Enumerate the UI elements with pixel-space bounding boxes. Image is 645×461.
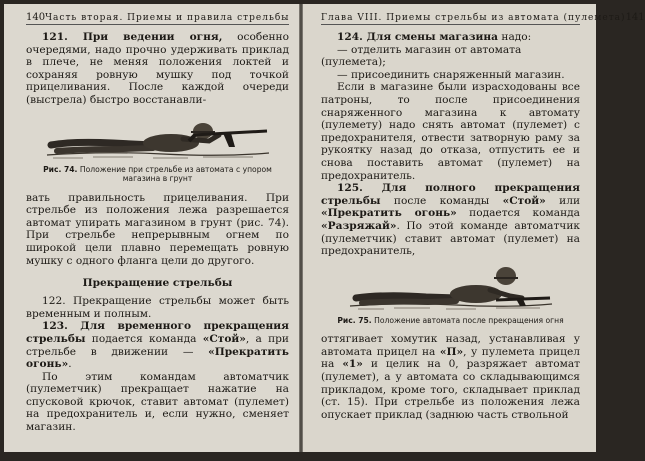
paragraph-121-lead: 121. При ведении огня,: [42, 31, 223, 43]
paragraph-125-text-3: подается команда: [456, 207, 580, 220]
figure-75-caption: [329, 316, 572, 326]
paragraph-124: [321, 31, 580, 44]
figure-75: [321, 262, 580, 326]
sight-setting-p: «П»: [439, 345, 464, 358]
paragraph-123: [26, 320, 289, 370]
paragraph-121: [26, 31, 289, 107]
command-stop: «Стой»: [202, 332, 246, 345]
left-running-head: Часть вторая. Приемы и правила стрельбы: [45, 13, 290, 23]
paragraph-123-text-1: подается команда: [85, 332, 203, 345]
figure-74-number: Рис. 74.: [43, 164, 78, 174]
list-item-detach: — отделить магазин от автомата (пулемета);: [321, 43, 522, 69]
figure-74-caption: [34, 165, 281, 184]
paragraph-121-continued: вать правильность прицеливания. При стрельбе из положения лежа разрешается автомат упирать магазином в грунт (рис. 74). При стрельбе непрерывным огнем по широкой цели плавно перемещать ровную мушку с одного фланга цели до другого.: [26, 191, 289, 267]
paragraph-125-cont-3: и целик на 0, разряжает автомат (пулемет), а у автомата со складывающимся прикладом, кроме того, складывает приклад (ст. 15). При стрельбе из положения лежа опускает приклад (заднюю часть ствольной: [321, 358, 580, 421]
command-unload: «Разряжай»: [321, 219, 397, 232]
figure-74: [26, 111, 289, 184]
command-cease-fire-2: «Прекратить огонь»: [321, 207, 457, 220]
paragraph-124-text: надо:: [498, 31, 532, 43]
paragraph-125-text-2: или: [545, 194, 581, 207]
right-page-number: 141: [625, 12, 645, 23]
paragraph-125-lead: 125. Для полного прекращения стрельбы: [321, 182, 580, 207]
paragraph-121-text: особенно очередями, надо прочно удерживать приклад в плече, не меняя положения локтей и сохраняя ровную мушку под точкой прицеливания. После каждой очереди (выстрела) быстро восстанавли-: [26, 31, 289, 106]
left-page: [4, 4, 299, 452]
paragraph-123-continued: По этим командам автоматчик (пулеметчик) прекращает нажатие на спусковой крючок, ставит автомат (пулемет) на предохранитель и, если нужно, сменяет магазин.: [26, 370, 289, 434]
command-stop-2: «Стой»: [502, 194, 546, 207]
figure-74-illustration: [43, 111, 273, 163]
sight-setting-1: «1»: [342, 358, 363, 371]
figure-74-caption-text: Положение при стрельбе из автомата с упором магазина в грунт: [77, 164, 272, 184]
command-cease-fire: «Прекратить огонь»: [26, 345, 289, 371]
paragraph-125-cont-1: оттягивает хомутик назад, устанавливая у автомата прицел на: [321, 333, 580, 358]
paragraph-123-text-3: .: [68, 358, 72, 371]
paragraph-125: [321, 182, 580, 258]
right-running-header: [321, 12, 645, 25]
paragraph-124-lead: 124. Для смены магазина: [337, 31, 499, 43]
paragraph-123-lead: 123. Для временного прекращения стрельбы: [26, 320, 289, 345]
list-item-attach: — присоединить снаряженный магазин.: [337, 68, 565, 81]
left-page-number: 140: [26, 12, 46, 23]
left-running-header: [26, 12, 289, 25]
paragraph-122: 122. Прекращение стрельбы может быть временным и полным.: [26, 295, 289, 320]
figure-75-illustration: [346, 262, 556, 314]
right-running-head: Глава VIII. Приемы стрельбы из автомата (пулемета): [321, 13, 626, 23]
paragraph-125-continued: [321, 333, 580, 421]
section-title: Прекращение стрельбы: [82, 277, 233, 290]
paragraph-123-text-2: , а при стрельбе в движении —: [26, 332, 289, 358]
right-page: [303, 4, 645, 452]
paragraph-125-text-4: . По этой команде автоматчик (пулеметчик) ставит автомат (пулемет) на предохранитель,: [321, 219, 580, 258]
figure-75-number: Рис. 75.: [337, 315, 372, 325]
book-spread: [4, 4, 645, 452]
paragraph-125-cont-2: , у пулемета прицел на: [321, 345, 580, 371]
figure-75-caption-text: Положение автомата после прекращения огня: [371, 315, 564, 325]
paragraph-124-continued: Если в магазине были израсходованы все патроны, то после присоединения снаряженного магазина к автомату (пулемету) надо снять автомат (пулемет) с предохранителя, отвести затворную раму за рукоятку назад до отказа, отпустить ее и снова поставить автомат (пулемет) на предохранитель.: [321, 81, 580, 182]
paragraph-125-text-1: после команды: [380, 194, 503, 207]
